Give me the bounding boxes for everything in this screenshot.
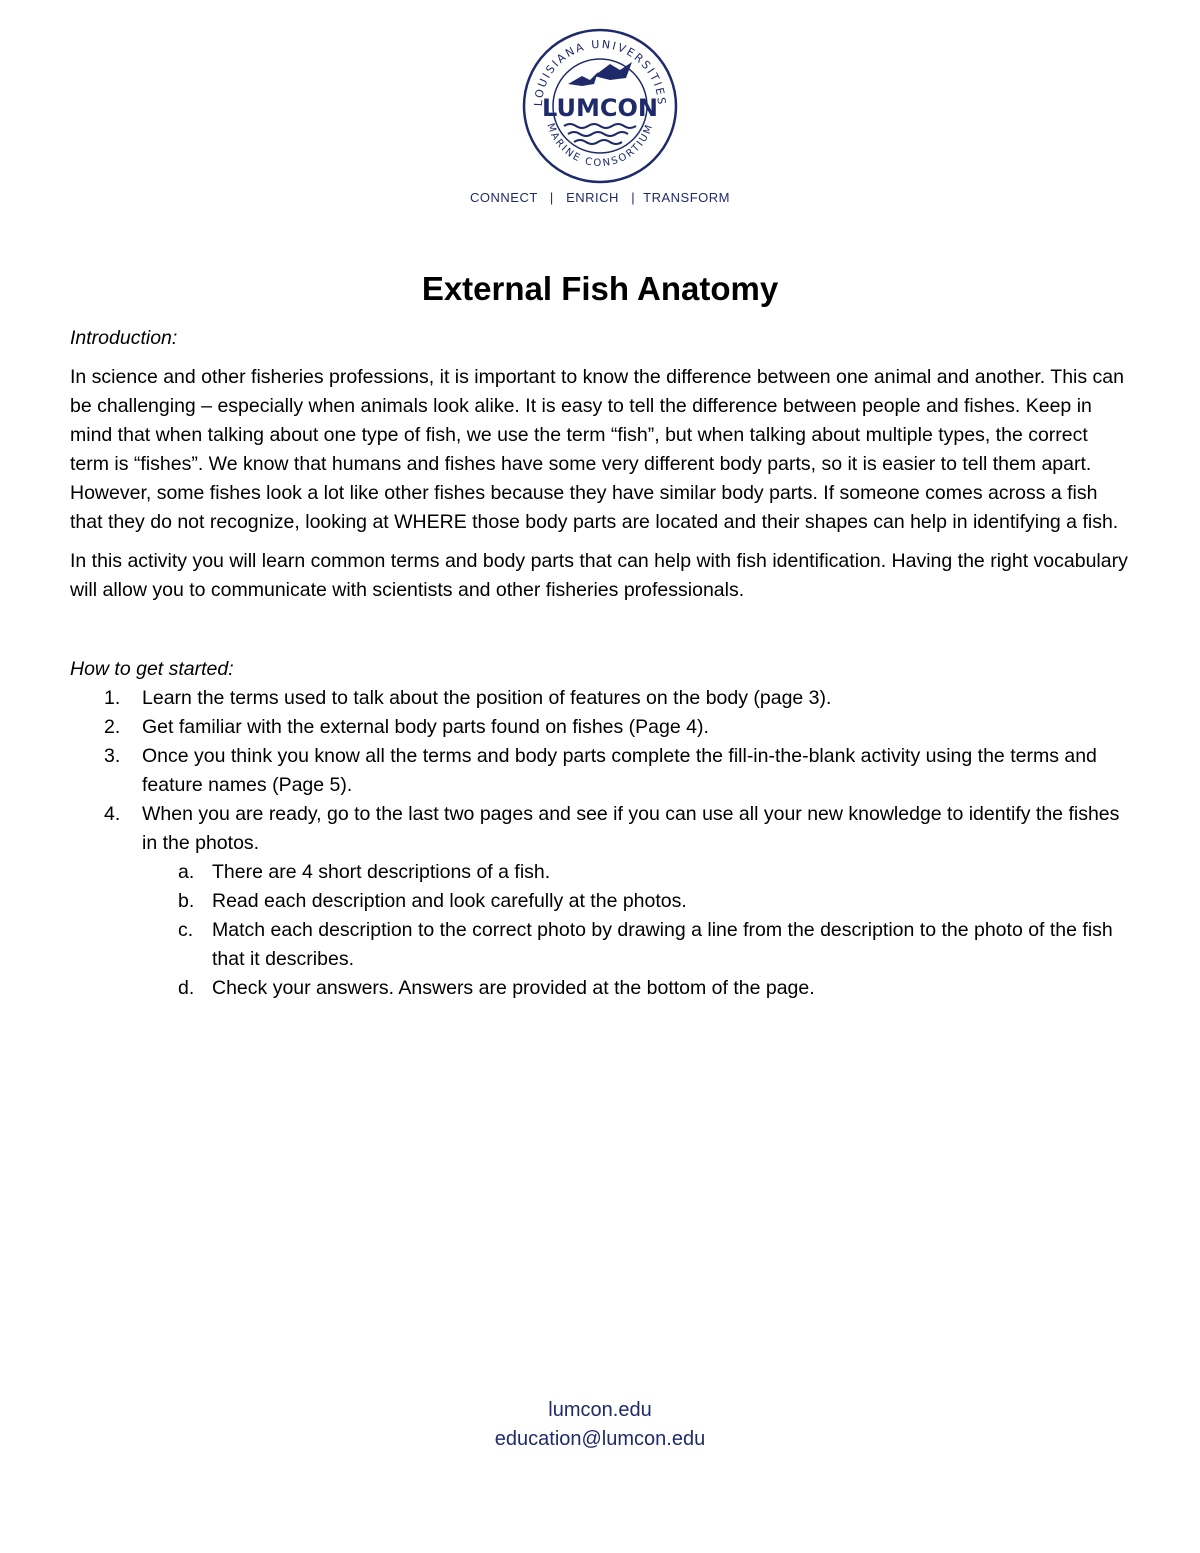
main-content [70,324,1130,1003]
list-item [142,916,1130,974]
step-number: 4. [104,803,121,825]
step-text: When you are ready, go to the last two pages and see if you can use all your new knowledge to identify the fishes in the photos. [142,803,1120,854]
substep-text: There are 4 short descriptions of a fish. [212,861,551,883]
pelican-birds-icon [568,62,632,86]
seal-wordmark: LUMCON [542,94,658,122]
substep-text: Match each description to the correct photo by drawing a line from the description to the photo of the fish that it describes. [212,919,1113,970]
list-item [142,974,1130,1003]
page-title: External Fish Anatomy [421,270,779,307]
waves-icon [564,124,636,144]
seal-arc-bottom-text: MARINE CONSORTIUM [544,121,656,170]
list-item [142,887,1130,916]
footer [0,1396,1200,1454]
list-item [70,713,1130,742]
introduction-heading: Introduction: [70,327,178,349]
step-number: 3. [104,745,121,767]
logo-block [0,26,1200,205]
list-item [70,800,1130,1003]
substeps-list [142,858,1130,1003]
substep-text: Read each description and look carefully at the photos. [212,890,687,912]
lumcon-seal-logo [520,26,680,186]
step-text: Get familiar with the external body parts found on fishes (Page 4). [142,716,709,738]
substep-letter: a. [178,861,195,883]
footer-email-link[interactable]: education@lumcon.edu [494,1428,706,1450]
list-item [70,684,1130,713]
step-text: Once you think you know all the terms and body parts complete the fill-in-the-blank activity using the terms and feature names (Page 5). [142,745,1097,796]
steps-list [70,684,1130,1003]
logo-tagline: CONNECT | ENRICH | TRANSFORM [470,190,730,205]
step-number: 2. [104,716,121,738]
introduction-paragraph-2: In this activity you will learn common terms and body parts that can help with fish identification. Having the right vocabulary will allow you to communicate with scientists and other fisheries professionals. [70,550,1128,601]
list-item [142,858,1130,887]
substep-text: Check your answers. Answers are provided at the bottom of the page. [212,977,815,999]
step-text: Learn the terms used to talk about the position of features on the body (page 3). [142,687,832,709]
seal-arc-top-text: LOUISIANA UNIVERSITIES [531,37,669,107]
list-item [70,742,1130,800]
substep-letter: b. [178,890,195,912]
step-number: 1. [104,687,121,709]
substep-letter: c. [178,919,194,941]
substep-letter: d. [178,977,195,999]
getting-started-heading: How to get started: [70,658,234,680]
footer-website-link[interactable]: lumcon.edu [548,1399,652,1421]
introduction-paragraph-1: In science and other fisheries professions, it is important to know the difference between one animal and another. This can be challenging – especially when animals look alike. It is easy to tell the difference between people and fishes. Keep in mind that when talking about one type of fish, we use the term “fish”, but when talking about multiple types, the correct term is “fishes”. We know that humans and fishes have some very different body parts, so it is easier to tell them apart. However, some fishes look a lot like other fishes because they have similar body parts. If someone comes across a fish that they do not recognize, looking at WHERE those body parts are located and their shapes can help in identifying a fish. [70,366,1124,533]
